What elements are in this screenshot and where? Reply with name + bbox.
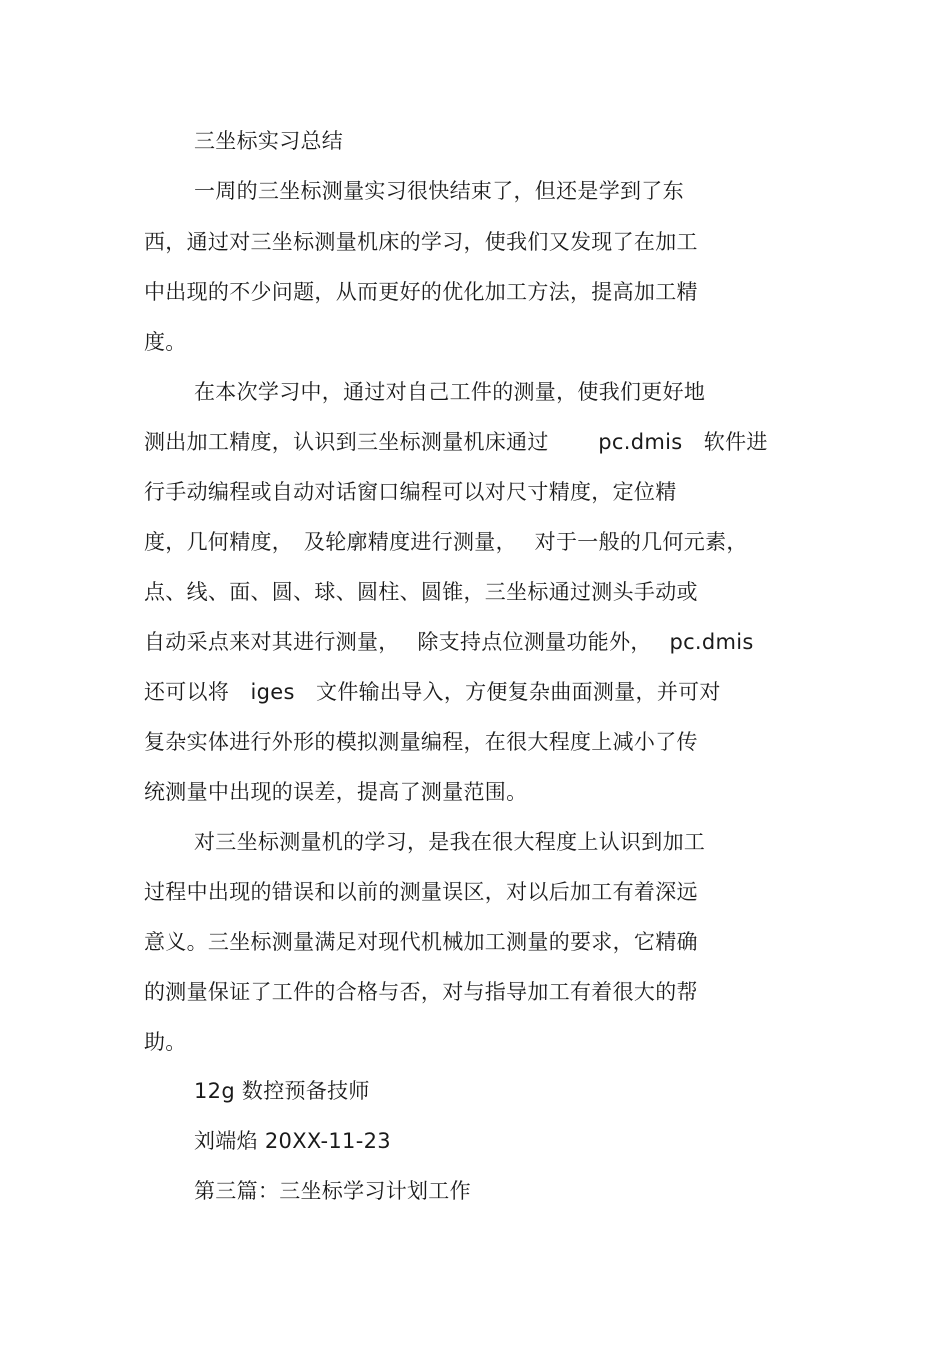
next-section-heading: 第三篇：三坐标学习计划工作 <box>194 1179 471 1203</box>
paragraph-line: 自动采点来对其进行测量， 除支持点位测量功能外， pc.dmis <box>144 630 754 654</box>
paragraph-line: 西，通过对三坐标测量机床的学习，使我们又发现了在加工 <box>144 230 698 254</box>
paragraph-line: 中出现的不少问题，从而更好的优化加工方法，提高加工精 <box>144 280 698 304</box>
paragraph-line: 测出加工精度，认识到三坐标测量机床通过 pc.dmis 软件进 <box>144 430 768 454</box>
paragraph-line: 在本次学习中，通过对自己工件的测量，使我们更好地 <box>194 380 706 404</box>
paragraph-line: 度，几何精度， 及轮廓精度进行测量， 对于一般的几何元素， <box>144 530 748 554</box>
paragraph-line: 复杂实体进行外形的模拟测量编程，在很大程度上减小了传 <box>144 730 698 754</box>
paragraph-line: 统测量中出现的误差，提高了测量范围。 <box>144 780 528 804</box>
paragraph-line: 对三坐标测量机的学习，是我在很大程度上认识到加工 <box>194 830 706 854</box>
paragraph-line: 过程中出现的错误和以前的测量误区，对以后加工有着深远 <box>144 880 698 904</box>
document-title: 三坐标实习总结 <box>194 129 344 153</box>
paragraph-line: 还可以将 iges 文件输出导入，方便复杂曲面测量，并可对 <box>144 680 721 704</box>
signature-name-date: 刘端焰 20XX-11-23 <box>194 1129 391 1153</box>
paragraph-line: 助。 <box>144 1030 187 1054</box>
paragraph-line: 一周的三坐标测量实习很快结束了，但还是学到了东 <box>194 179 684 203</box>
signature-class: 12g 数控预备技师 <box>194 1079 370 1103</box>
paragraph-line: 行手动编程或自动对话窗口编程可以对尺寸精度，定位精 <box>144 480 677 504</box>
paragraph-line: 的测量保证了工件的合格与否，对与指导加工有着很大的帮 <box>144 980 698 1004</box>
paragraph-line: 点、线、面、圆、球、圆柱、圆锥，三坐标通过测头手动或 <box>144 580 698 604</box>
paragraph-line: 度。 <box>144 330 187 354</box>
paragraph-line: 意义。三坐标测量满足对现代机械加工测量的要求，它精确 <box>144 930 698 954</box>
